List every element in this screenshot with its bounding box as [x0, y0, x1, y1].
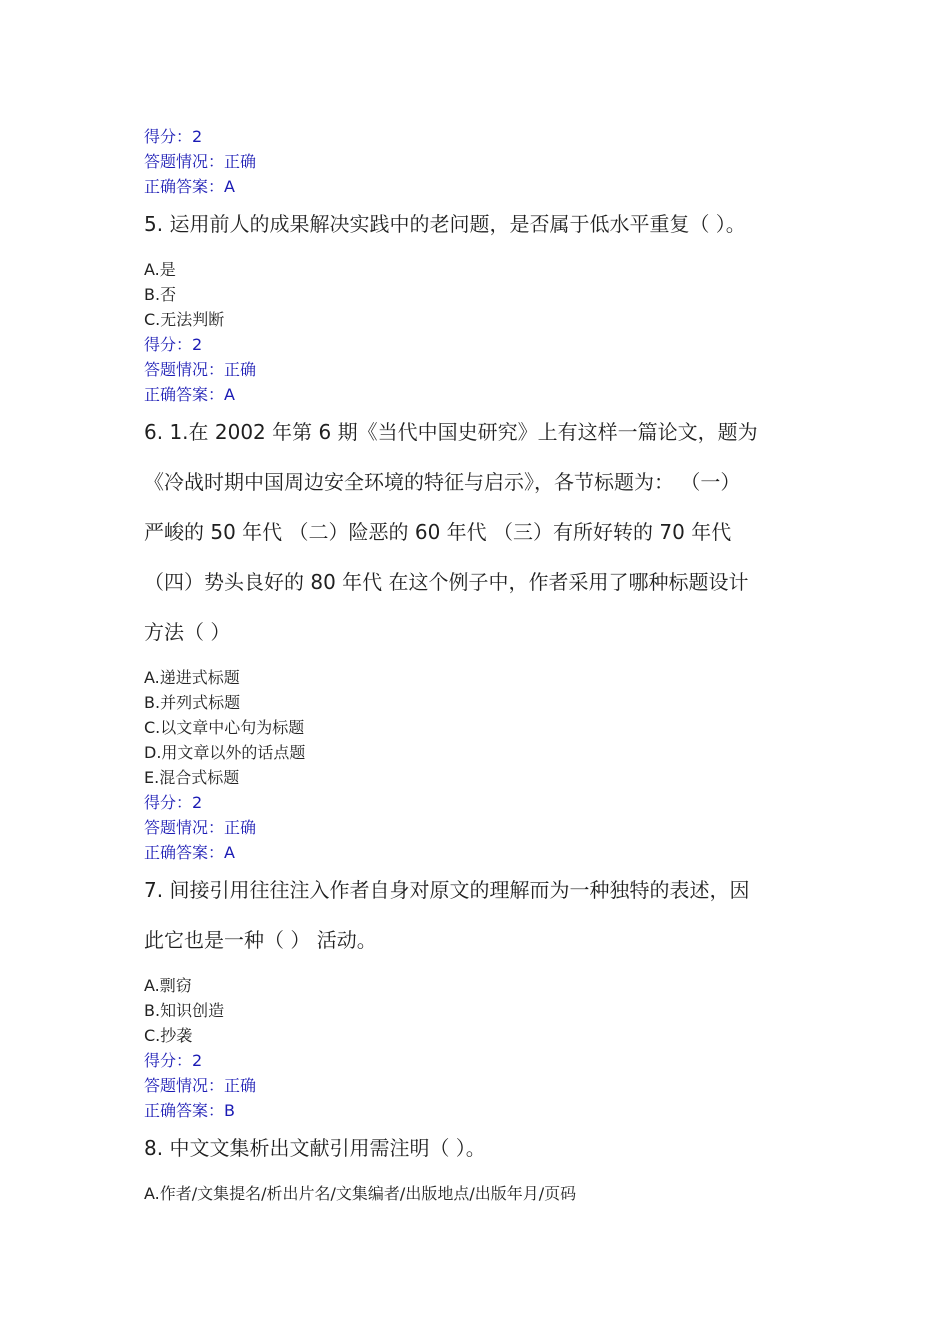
- question-text-line: 方法（ ）: [144, 620, 231, 644]
- correct-answer-text: 正确答案：B: [144, 1101, 235, 1120]
- question-text-line: 严峻的 50 年代 （二）险恶的 60 年代 （三）有所好转的 70 年代: [144, 520, 732, 544]
- question-text: 5. 运用前人的成果解决实践中的老问题，是否属于低水平重复（ ）。: [144, 212, 746, 236]
- option-e: E.混合式标题: [144, 768, 240, 787]
- option-a: A.作者/文集提名/析出片名/文集编者/出版地点/出版年月/页码: [144, 1184, 577, 1203]
- option-c: C.无法判断: [144, 310, 225, 329]
- question-text-line: 《冷战时期中国周边安全环境的特征与启示》，各节标题为： （一）: [144, 470, 741, 494]
- score-text: 得分：2: [144, 793, 203, 812]
- question-8: [144, 1123, 824, 1206]
- status-text: 答题情况：正确: [144, 360, 257, 379]
- option-a: A.递进式标题: [144, 668, 240, 687]
- question-7: [144, 865, 824, 1123]
- score-text: 得分：2: [144, 127, 203, 146]
- status-text: 答题情况：正确: [144, 818, 257, 837]
- score-text: 得分：2: [144, 1051, 203, 1070]
- option-c: C.抄袭: [144, 1026, 193, 1045]
- option-a: A.剽窃: [144, 976, 192, 995]
- correct-answer-text: 正确答案：A: [144, 385, 235, 404]
- correct-answer-text: 正确答案：A: [144, 177, 235, 196]
- question-text-line: （四）势头良好的 80 年代 在这个例子中，作者采用了哪种标题设计: [144, 570, 749, 594]
- question-text-line: 7. 间接引用往往注入作者自身对原文的理解而为一种独特的表述，因: [144, 878, 750, 902]
- score-text: 得分：2: [144, 335, 203, 354]
- question-4-result: [144, 124, 824, 199]
- option-b: B.知识创造: [144, 1001, 225, 1020]
- option-d: D.用文章以外的话点题: [144, 743, 306, 762]
- quiz-page: [144, 124, 824, 1206]
- correct-answer-text: 正确答案：A: [144, 843, 235, 862]
- question-5: [144, 199, 824, 407]
- question-text-line: 此它也是一种（ ） 活动。: [144, 928, 377, 952]
- option-b: B.并列式标题: [144, 693, 241, 712]
- question-text: 8. 中文文集析出文献引用需注明（ ）。: [144, 1136, 486, 1160]
- status-text: 答题情况：正确: [144, 152, 257, 171]
- option-b: B.否: [144, 285, 177, 304]
- question-text-line: 6. 1.在 2002 年第 6 期《当代中国史研究》上有这样一篇论文，题为: [144, 420, 758, 444]
- option-c: C.以文章中心句为标题: [144, 718, 305, 737]
- question-6: [144, 407, 824, 865]
- option-a: A.是: [144, 260, 176, 279]
- status-text: 答题情况：正确: [144, 1076, 257, 1095]
